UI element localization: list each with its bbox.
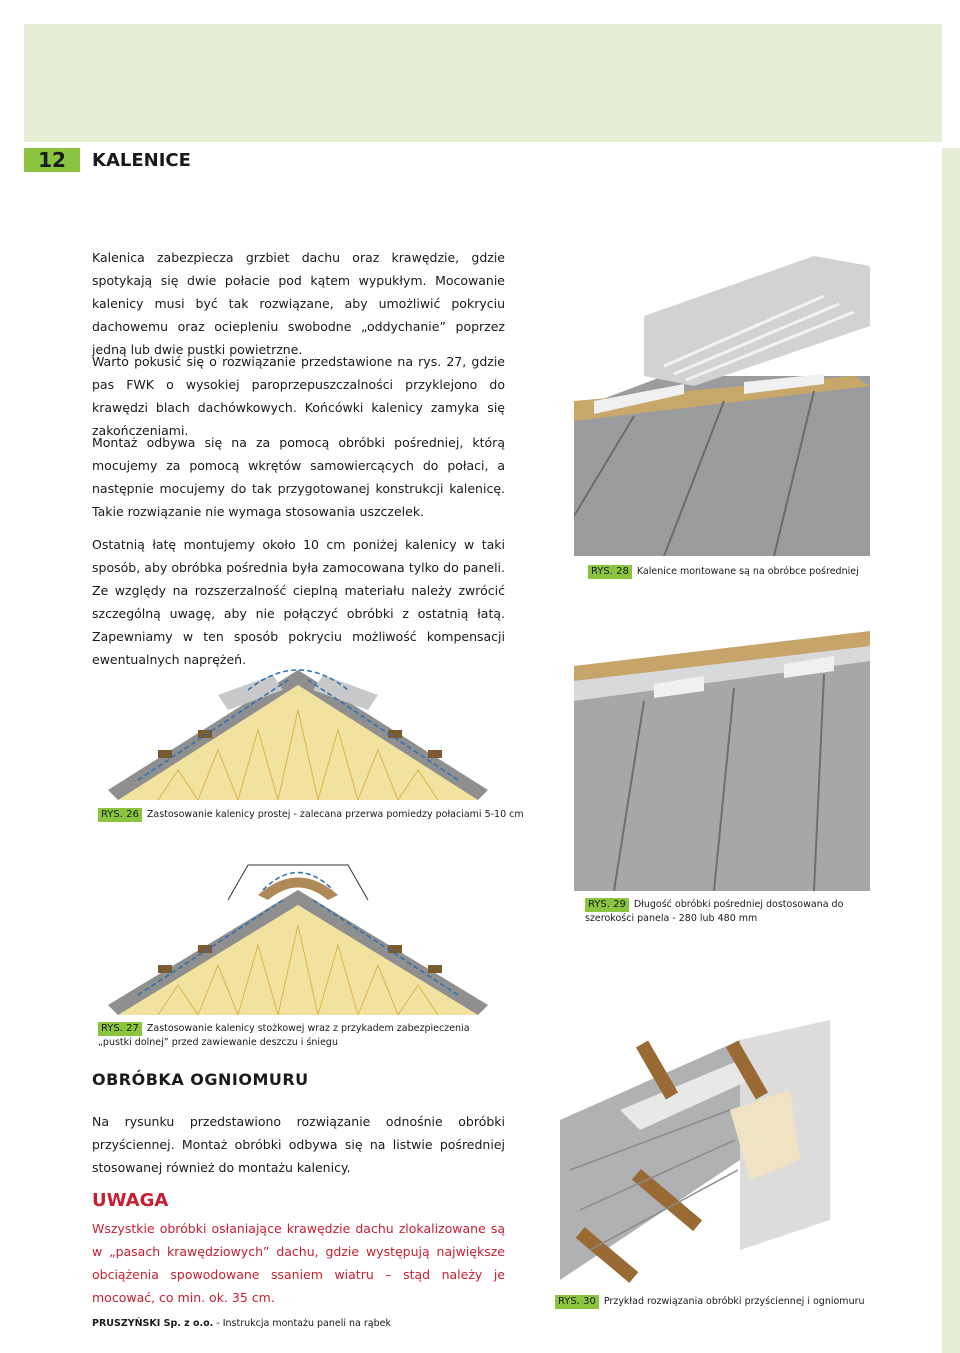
caption-rys28 (588, 565, 859, 579)
caption-rys30 (555, 1295, 865, 1309)
intermediate-flashing-photo-image (574, 626, 870, 891)
section-heading-firewall: OBRÓBKA OGNIOMURU (92, 1070, 309, 1089)
firewall-flashing-image (560, 1020, 850, 1288)
caption-rys29 (585, 898, 845, 926)
straight-ridge-diagram (98, 650, 498, 800)
ridge-photo-image (574, 256, 870, 556)
caption-text: Kalenice montowane są na obróbce pośredniej (636, 566, 859, 577)
firewall-paragraph: Na rysunku przedstawiono rozwiązanie odnośnie obróbki przyściennej. Montaż obróbki odbywa się na listwie pośredniej stosowanej również do montażu kalenicy. (92, 1114, 505, 1175)
paragraph-4: Ostatnią łatę montujemy około 10 cm poniżej kalenicy w taki sposób, aby obróbka pośrednia była zamocowana tylko do paneli. Ze względy na rozszerzalność cieplną materiału należy zwrócić szczególną uwagę, aby nie połączyć obróbki z ostatnią łatą. Zapewniamy w ten sposób pokryciu możliwość kompensacji ewentualnych naprężeń. (92, 537, 505, 667)
header-band (24, 24, 942, 142)
caption-text: Długość obróbki pośredniej dostosowana do szerokości panela - 280 lub 480 mm (585, 899, 844, 924)
caption-tag: RYS. 27 (98, 1022, 142, 1036)
paragraph-3: Montaż odbywa się na za pomocą obróbki pośredniej, którą mocujemy za pomocą wkrętów samowiercących do połaci, a następnie mocujemy do tak przygotowanej konstrukcji kalenicę. Takie rozwiązanie nie wymaga stosowania uszczelek. (92, 435, 505, 519)
caption-tag: RYS. 28 (588, 565, 632, 579)
paragraph-2: Warto pokusić się o rozwiązanie przedstawione na rys. 27, gdzie pas FWK o wysokiej paroprzepuszczalności przyklejono do krawędzi blach dachówkowych. Końcówki kalenicy zamyka się zakończeniami. (92, 354, 505, 438)
side-band (942, 148, 960, 1353)
caption-rys26 (98, 808, 524, 822)
caption-tag: RYS. 29 (585, 898, 629, 912)
caption-tag: RYS. 30 (555, 1295, 599, 1309)
warning-text: Wszystkie obróbki osłaniające krawędzie dachu zlokalizowane są w „pasach krawędziowych” dachu, gdzie występują największe obciążenia spowodowane ssaniem wiatru – stąd należy je mocować, co min. ok. 35 cm. (92, 1221, 505, 1305)
footer-text: - Instrukcja montażu paneli na rąbek (213, 1318, 392, 1329)
warning-title: UWAGA (92, 1190, 169, 1211)
footer (92, 1318, 391, 1329)
caption-tag: RYS. 26 (98, 808, 142, 822)
page-title: KALENICE (92, 150, 191, 171)
footer-company: PRUSZYŃSKI Sp. z o.o. (92, 1318, 214, 1329)
conical-ridge-diagram (98, 850, 498, 1015)
page-number: 12 (24, 148, 80, 172)
caption-rys27 (98, 1022, 478, 1050)
caption-text: Zastosowanie kalenicy prostej - zalecana przerwa pomiedzy połaciami 5-10 cm (146, 809, 524, 820)
caption-text: Zastosowanie kalenicy stożkowej wraz z przykadem zabezpieczenia „pustki dolnej” przed zawiewanie deszczu i śniegu (98, 1023, 470, 1048)
caption-text: Przykład rozwiązania obróbki przyściennej i ogniomuru (603, 1296, 865, 1307)
paragraph-1: Kalenica zabezpiecza grzbiet dachu oraz krawędzie, gdzie spotykają się dwie połacie pod kątem wypukłym. Mocowanie kalenicy musi być tak rozwiązane, aby umożliwić pokryciu dachowemu oraz ociepleniu swobodne „oddychanie” poprzez jedną lub dwie pustki powietrzne. (92, 250, 505, 357)
